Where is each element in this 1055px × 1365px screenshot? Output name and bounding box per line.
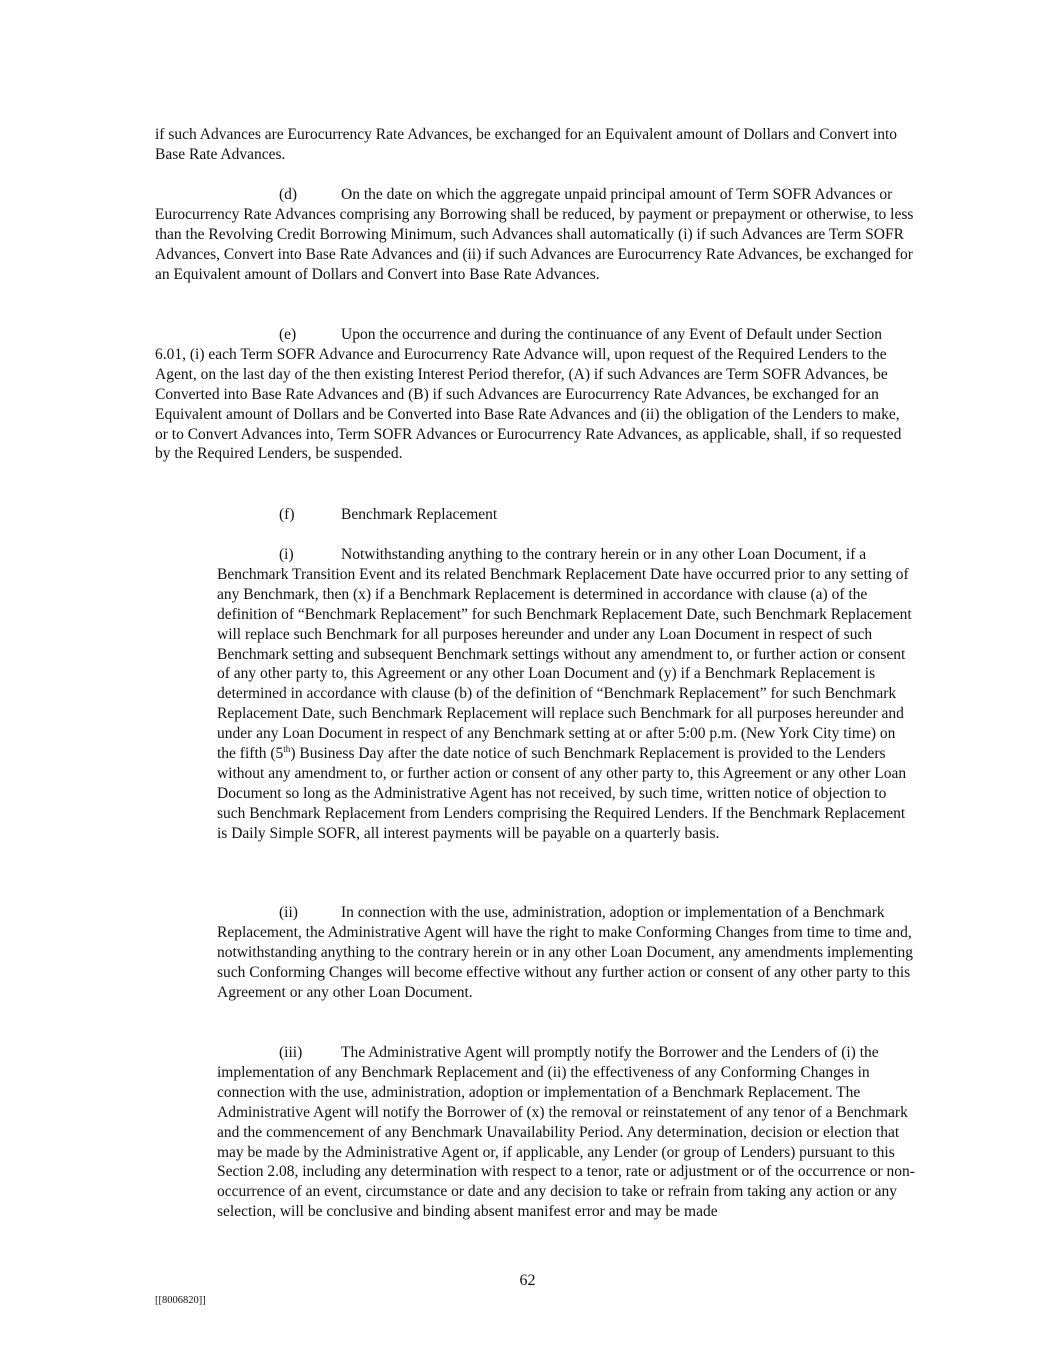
subparagraph-i-text-a: Notwithstanding anything to the contrary herein or in any other Loan Document, if a Benchmark Transition Event and its related Benchmark Replacement Date have occurred prior to any setting of any Benchmark, then (x) if a Benchmark Replacement is determined in accordance with clause (a) of the definition of “Benchmark Replacement” for such Benchmark Replacement Date, such Benchmark Replacement will replace such Benchmark for all purposes hereunder and under any Loan Document in respect of such Benchmark setting and subsequent Benchmark settings without any amendment to, or further action or consent of any other party to, this Agreement or any other Loan Document and (y) if a Benchmark Replacement is determined in accordance with clause (b) of the definition of “Benchmark Replacement” for such Benchmark Replacement Date, such Benchmark Replacement will replace such Benchmark for all purposes hereunder and under any Loan Document in respect of any Benchmark setting at or after 5:00 p.m. (New York City time) on the fifth (5 — [217, 546, 912, 763]
ordinal-superscript: th — [283, 743, 291, 754]
subparagraph-iii-text: The Administrative Agent will promptly notify the Borrower and the Lenders of (i) the implementation of any Benchmark Replacement and (ii) the effectiveness of any Conforming Changes in connection with the use, administration, adoption or implementation of a Benchmark Replacement. The Administrative Agent will notify the Borrower of (x) the removal or reinstatement of any tenor of a Benchmark and the commencement of any Benchmark Unavailability Period. Any determination, decision or election that may be made by the Administrative Agent or, if applicable, any Lender (or group of Lenders) pursuant to this Section 2.08, including any determination with respect to a tenor, rate or adjustment or of the occurrence or non-occurrence of an event, circumstance or date and any decision to take or refrain from taking any action or any selection, will be conclusive and binding absent manifest error and may be made — [217, 1044, 915, 1221]
subparagraph-ii-label: (ii) — [279, 904, 298, 921]
paragraph-e-text: Upon the occurrence and during the continuance of any Event of Default under Section 6.01, (i) each Term SOFR Advance and Eurocurrency Rate Advance will, upon request of the Required Lenders to the Agent, on the last day of the then existing Interest Period therefor, (A) if such Advances are Term SOFR Advances, be Converted into Base Rate Advances and (B) if such Advances are Eurocurrency Rate Advances, be exchanged for an Equivalent amount of Dollars and be Converted into Base Rate Advances and (ii) the obligation of the Lenders to make, or to Convert Advances into, Term SOFR Advances or Eurocurrency Rate Advances, as applicable, shall, if so requested by the Required Lenders, be suspended. — [155, 326, 902, 463]
subparagraph-iii-label: (iii) — [279, 1044, 303, 1061]
page-number: 62 — [519, 1272, 536, 1289]
subparagraph-ii-text: In connection with the use, administration, adoption or implementation of a Benchmark Replacement, the Administrative Agent will have the right to make Conforming Changes from time to time and, notwithstanding anything to the contrary herein or in any other Loan Document, any amendments implementing such Conforming Changes will become effective without any further action or consent of any other party to this Agreement or any other Loan Document. — [217, 904, 914, 1001]
subparagraph-i — [217, 545, 917, 844]
paragraph-f-heading — [155, 505, 915, 525]
paragraph-e — [155, 325, 915, 464]
subparagraph-iii — [217, 1043, 917, 1222]
subparagraph-ii — [217, 903, 917, 1003]
paragraph-d-label: (d) — [279, 186, 298, 203]
paragraph-d-text: On the date on which the aggregate unpaid principal amount of Term SOFR Advances or Eurocurrency Rate Advances comprising any Borrowing shall be reduced, by payment or prepayment or otherwise, to less than the Revolving Credit Borrowing Minimum, such Advances shall automatically (i) if such Advances are Term SOFR Advances, Convert into Base Rate Advances and (ii) if such Advances are Eurocurrency Rate Advances, be exchanged for an Equivalent amount of Dollars and Convert into Base Rate Advances. — [155, 186, 914, 283]
document-id: [[8006820]] — [155, 1295, 206, 1306]
subparagraph-i-label: (i) — [279, 546, 294, 563]
paragraph-f-label: (f) — [279, 506, 295, 523]
paragraph-d — [155, 185, 915, 285]
subparagraph-i-text-b: ) Business Day after the date notice of such Benchmark Replacement is provided to the Lenders without any amendment to, or further action or consent of any other party to, this Agreement or any other Loan Document so long as the Administrative Agent has not received, by such time, written notice of objection to such Benchmark Replacement from Lenders comprising the Required Lenders. If the Benchmark Replacement is Daily Simple SOFR, all interest payments will be payable on a quarterly basis. — [217, 745, 907, 842]
paragraph-e-label: (e) — [279, 326, 297, 343]
intro-paragraph: if such Advances are Eurocurrency Rate Advances, be exchanged for an Equivalent amount of Dollars and Convert into Base Rate Advances. — [155, 126, 898, 163]
paragraph-f-title: Benchmark Replacement — [341, 506, 498, 523]
